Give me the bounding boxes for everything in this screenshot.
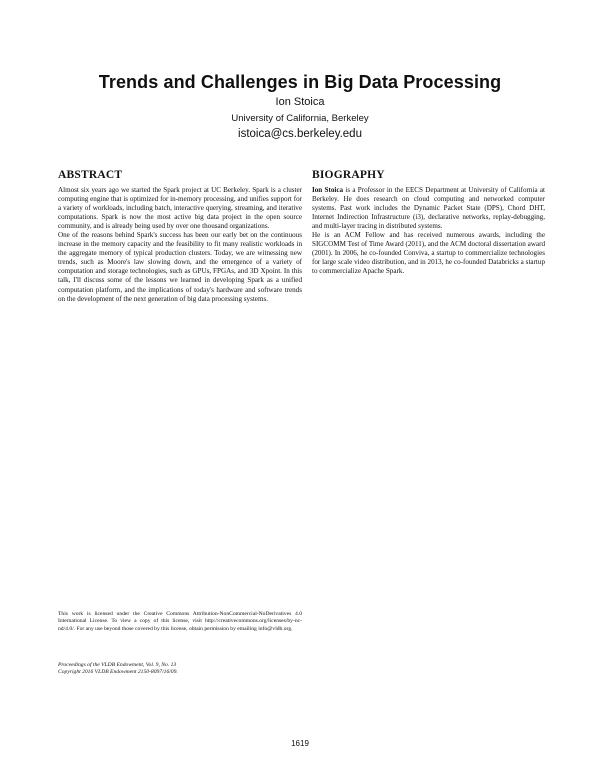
author-email: istoica@cs.berkeley.edu xyxy=(238,128,362,140)
author-name: Ion Stoica xyxy=(275,96,325,108)
proceedings-info xyxy=(58,662,302,677)
copyright-line: Copyright 2016 VLDB Endowment 2150-8097/16/09. xyxy=(58,669,178,676)
abstract-body xyxy=(58,186,302,304)
paper-title: Trends and Challenges in Big Data Processing xyxy=(98,72,502,92)
biography-paragraph xyxy=(312,186,545,231)
page-number: 1619 xyxy=(291,739,309,748)
biography-name: Ion Stoica xyxy=(312,186,344,194)
biography-paragraph: He is an ACM Fellow and has received numerous awards, including the SIGCOMM Test of Time Award (2011), and the ACM doctoral dissertation award (2001). In 2006, he co-founded Conviva, a startup to commercialize technologies for large scale video distribution, and in 2013, he co-founded Databricks a startup to commercialize Apache Spark. xyxy=(312,231,545,276)
biography-text: is a Professor in the EECS Department at University of California at Berkeley. He does research on cloud computing and networked computer systems. Past work includes the Dynamic Packet State (DPS), Chord DHT, Internet Indirection Infrastructure (i3), declarative networks, replay-debugging, and multi-layer tracing in distributed systems. xyxy=(312,186,546,231)
author-affiliation: University of California, Berkeley xyxy=(231,113,369,124)
abstract-heading: ABSTRACT xyxy=(58,169,123,181)
abstract-paragraph: One of the reasons behind Spark's success has been our early bet on the continuous increase in the memory capacity and the feasibility to fit many realistic workloads in the aggregate memory of typical production clusters. Today, we are witnessing new trends, such as Moore's law slowing down, and the emergence of a variety of computation and storage technologies, such as GPUs, FPGAs, and 3D Xpoint. In this talk, I'll discuss some of the lessons we learned in developing Spark as a unified computation platform, and the implications of today's hardware and software trends on the development of the next generation of big data processing systems. xyxy=(58,231,302,303)
license-text: This work is licensed under the Creative Commons Attribution-NonCommercial-NoDerivatives 4.0 International License. To view a copy of this license, visit http://creativecommons.org/licenses/by-nc-nd/4.0/. For any use beyond those covered by this license, obtain permission by emailing info@vldb.org. xyxy=(58,611,302,632)
proceedings-line: Proceedings of the VLDB Endowment, Vol. 9, No. 13 xyxy=(58,662,177,668)
license-notice xyxy=(58,611,302,633)
abstract-paragraph: Almost six years ago we started the Spark project at UC Berkeley. Spark is a cluster computing engine that is optimized for in-memory processing, and unifies support for a variety of workloads, including batch, interactive querying, streaming, and iterative computations. Spark is now the most active big data project in the open source community, and is already being used by over one thousand organizations. xyxy=(58,186,302,231)
biography-heading: BIOGRAPHY xyxy=(312,169,385,181)
biography-body xyxy=(312,186,545,276)
